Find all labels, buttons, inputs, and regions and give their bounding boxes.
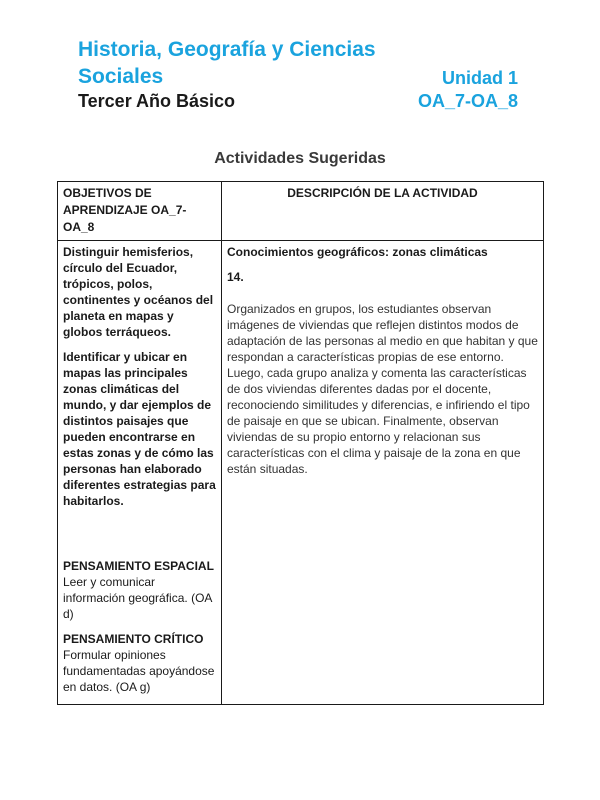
activity-title: Conocimientos geográficos: zonas climáticas (227, 245, 488, 259)
activities-table (57, 181, 544, 705)
objectives-header-cell (58, 182, 222, 241)
skill-text-spatial: Leer y comunicar información geográfica. (OA d) (63, 575, 212, 621)
objectives-cell (58, 241, 222, 705)
skill-text-critical: Formular opiniones fundamentadas apoyándose en datos. (OA g) (63, 648, 215, 694)
grade-level: Tercer Año Básico (78, 91, 236, 111)
objective-2: Identificar y ubicar en mapas las principales zonas climáticas del mundo, y dar ejemplos de distintos paisajes que pueden encontrarse en estas zonas y de cómo las personas han elaborado diferentes estrategias para habitarlos. (63, 350, 216, 508)
skill-title-critical: PENSAMIENTO CRÍTICO (63, 632, 204, 646)
subject-title-line1: Historia, Geografía y Ciencias (78, 38, 376, 61)
unit-label: Unidad 1 (441, 68, 518, 88)
learning-objectives-code: OA_7-OA_8 (417, 91, 518, 111)
description-header: DESCRIPCIÓN DE LA ACTIVIDAD (287, 186, 478, 200)
subject-title-line2: Sociales (78, 65, 164, 88)
description-header-cell (222, 182, 544, 241)
objectives-header: OBJETIVOS DE APRENDIZAJE OA_7-OA_8 (63, 186, 187, 234)
description-cell (222, 241, 544, 705)
table-header-row (58, 182, 544, 241)
skill-title-spatial: PENSAMIENTO ESPACIAL (63, 559, 214, 573)
table-row (58, 241, 544, 705)
objective-1: Distinguir hemisferios, círculo del Ecuador, trópicos, polos, continentes y océanos del planeta en mapas y globos terráqueos. (63, 245, 214, 339)
activity-number: 14. (227, 270, 244, 284)
activity-description: Organizados en grupos, los estudiantes observan imágenes de viviendas que reflejen distintos modos de adaptación de las personas al medio en que habitan y que respondan a características propias de ese entorno. Luego, cada grupo analiza y comenta las características de dos viviendas diferentes dadas por el docente, reconociendo similitudes y diferencias, e infiriendo el tipo de paisaje en que se ubican. Finalmente, observan viviendas de su propio entorno y relacionan sus características con el clima y paisaje de la zona en que están situadas. (227, 302, 538, 476)
section-title: Actividades Sugeridas (214, 150, 386, 167)
